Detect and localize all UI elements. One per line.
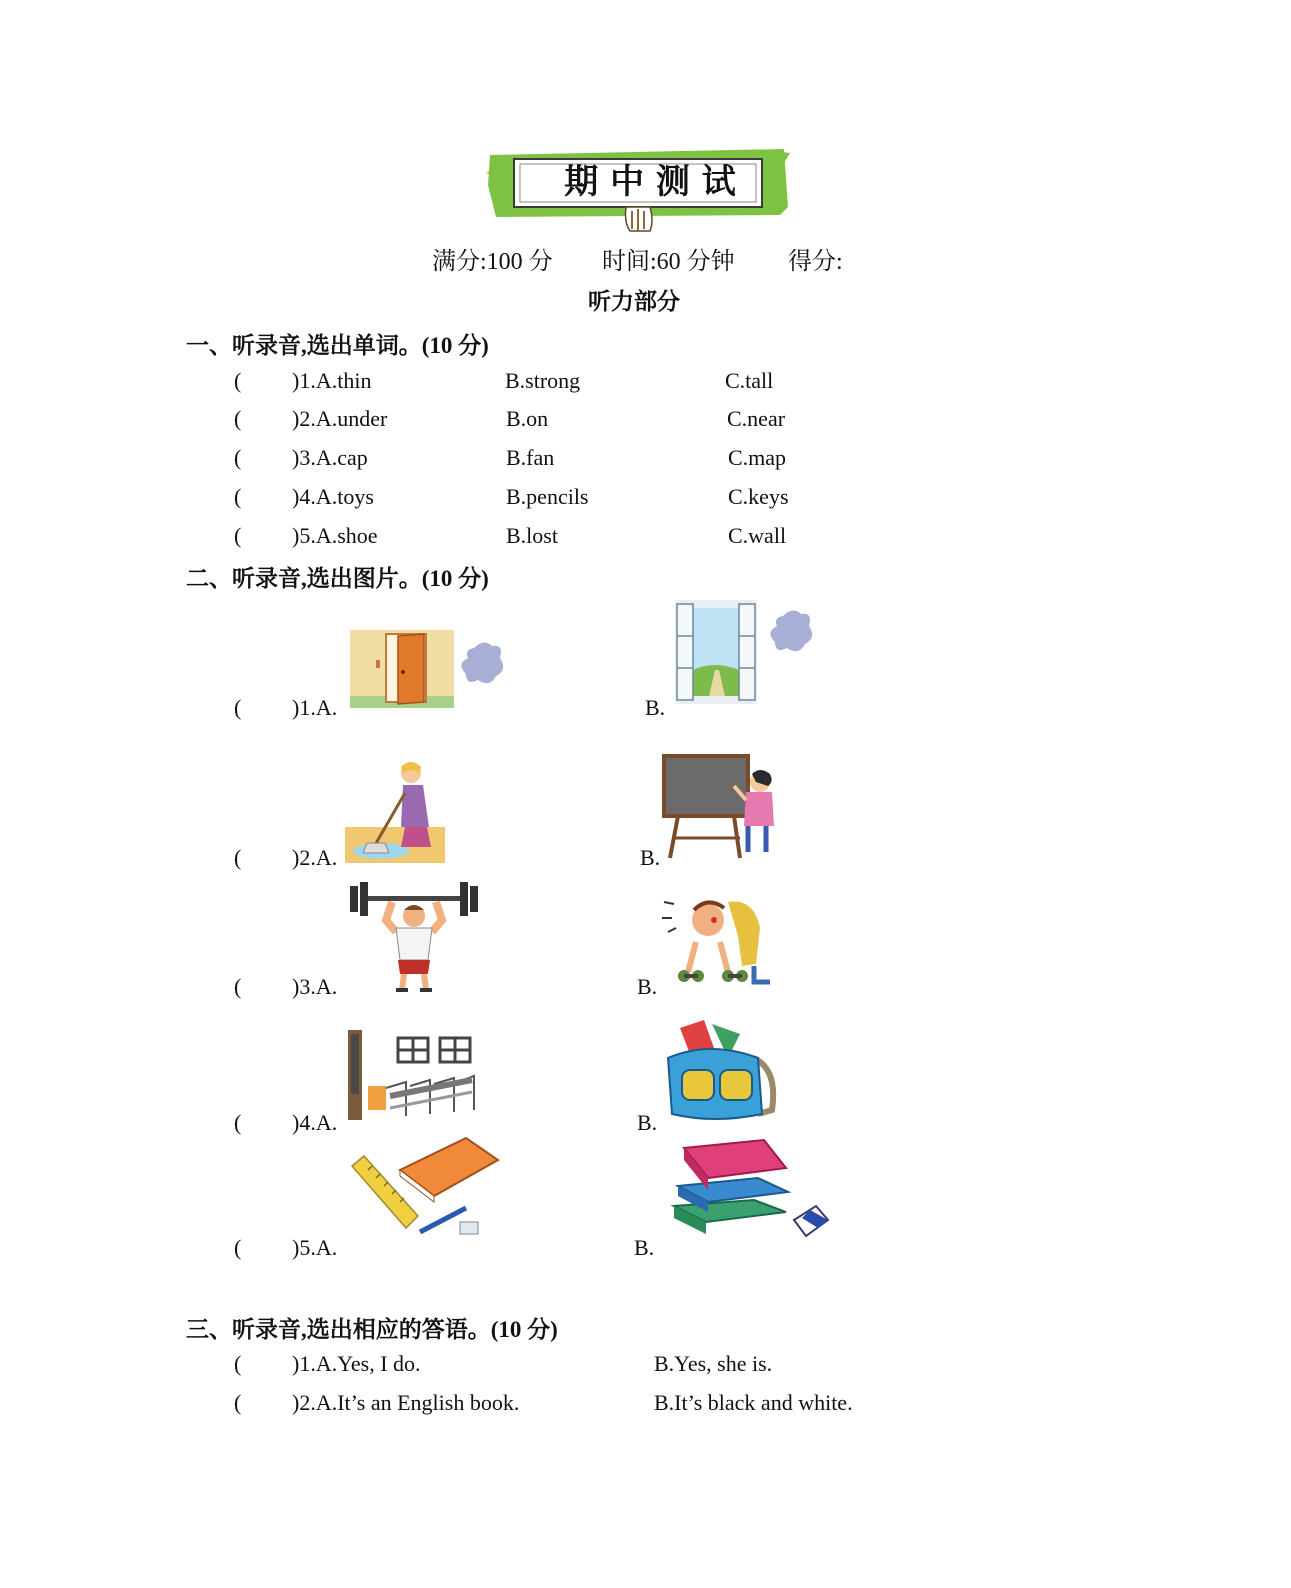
question-stem: )2.A.It’s an English book.	[292, 1390, 520, 1415]
question-stem: )2.A.	[292, 845, 338, 870]
question-stem: )1.A.Yes, I do.	[292, 1351, 421, 1376]
score-full: 满分:100 分	[432, 249, 553, 275]
option-b: B.fan	[506, 445, 555, 470]
banner-title: 期 中 测 试	[564, 162, 736, 202]
books-eraser-icon	[668, 1138, 838, 1246]
ruler-notebook-pen-icon	[348, 1136, 502, 1244]
section1-title: 一、听录音,选出单词。(10 分)	[186, 333, 489, 358]
weightlifter-icon	[348, 880, 480, 996]
option-c: C.wall	[728, 523, 787, 548]
answer-paren[interactable]: (	[234, 1235, 242, 1260]
option-b: B.	[637, 974, 658, 999]
option-c: C.tall	[725, 368, 774, 393]
door-icon	[350, 630, 508, 710]
option-b: B.	[640, 845, 661, 870]
option-b: B.on	[506, 406, 549, 431]
answer-paren[interactable]: (	[234, 845, 242, 870]
option-c: C.map	[728, 445, 787, 470]
option-c: C.near	[727, 406, 786, 431]
answer-paren[interactable]: (	[234, 1390, 242, 1415]
classroom-icon	[346, 1024, 478, 1124]
question-stem: )5.A.	[292, 1235, 338, 1260]
answer-paren[interactable]: (	[234, 695, 242, 720]
option-b: B.It’s black and white.	[654, 1390, 853, 1415]
option-c: C.keys	[728, 484, 789, 509]
score-time: 时间:60 分钟	[602, 249, 735, 275]
schoolbag-icon	[662, 1018, 780, 1126]
question-stem: )3.A.cap	[292, 445, 368, 470]
window-icon	[675, 600, 820, 708]
option-b: B.Yes, she is.	[654, 1351, 773, 1376]
question-stem: )2.A.under	[292, 406, 388, 431]
question-stem: )1.A.thin	[292, 368, 372, 393]
tired-boy-icon	[658, 882, 780, 990]
question-stem: )1.A.	[292, 695, 338, 720]
answer-paren[interactable]: (	[234, 445, 242, 470]
question-stem: )4.A.	[292, 1110, 338, 1135]
option-b: B.	[645, 695, 666, 720]
question-stem: )4.A.toys	[292, 484, 374, 509]
answer-paren[interactable]: (	[234, 484, 242, 509]
answer-paren[interactable]: (	[234, 368, 242, 393]
answer-paren[interactable]: (	[234, 523, 242, 548]
section2-title: 二、听录音,选出图片。(10 分)	[186, 566, 489, 591]
answer-paren[interactable]: (	[234, 1110, 242, 1135]
answer-paren[interactable]: (	[234, 406, 242, 431]
section3-title: 三、听录音,选出相应的答语。(10 分)	[186, 1317, 558, 1342]
option-b: B.pencils	[506, 484, 589, 509]
part-title: 听力部分	[588, 289, 680, 314]
question-stem: )3.A.	[292, 974, 338, 999]
option-b: B.strong	[505, 368, 581, 393]
answer-paren[interactable]: (	[234, 974, 242, 999]
option-b: B.	[634, 1235, 655, 1260]
answer-paren[interactable]: (	[234, 1351, 242, 1376]
blackboard-girl-icon	[660, 752, 780, 864]
question-stem: )5.A.shoe	[292, 523, 378, 548]
option-b: B.lost	[506, 523, 558, 548]
score-got: 得分:	[788, 249, 843, 275]
mopping-girl-icon	[345, 757, 445, 867]
option-b: B.	[637, 1110, 658, 1135]
